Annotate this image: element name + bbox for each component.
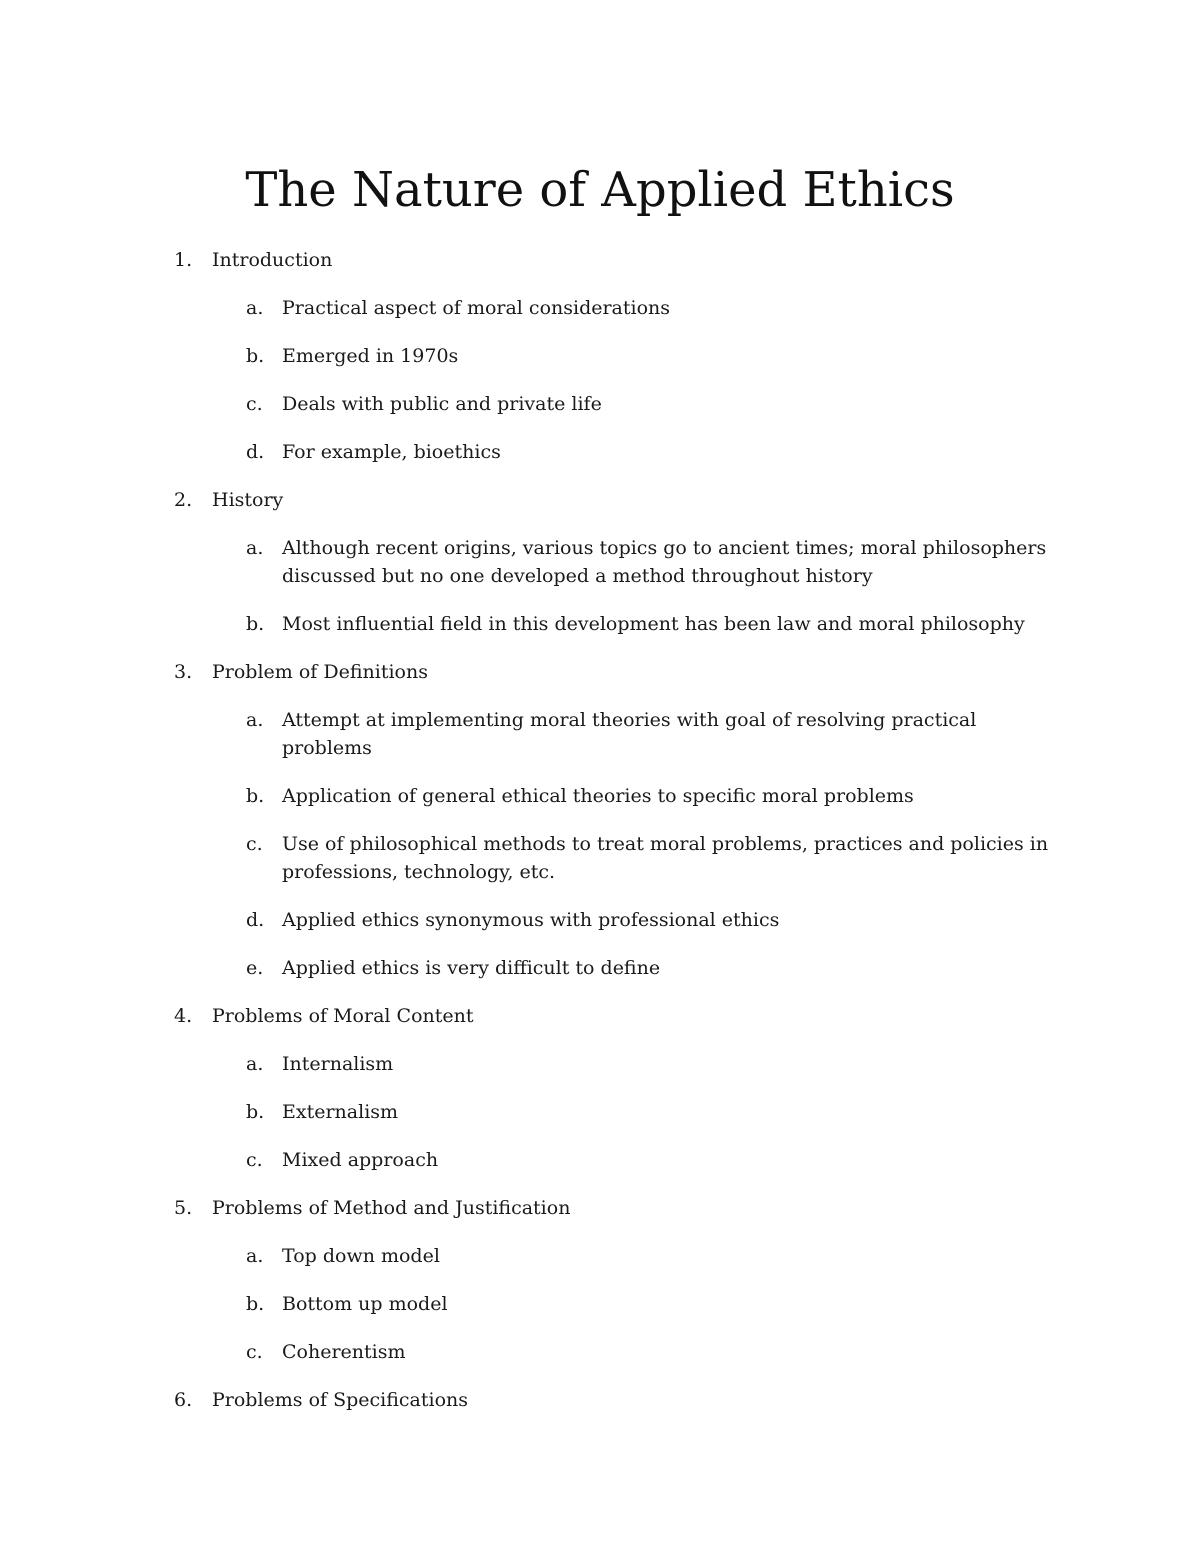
item-letter: b. (246, 1293, 265, 1315)
outline-section (0, 1386, 1200, 1414)
outline-item (0, 1050, 1200, 1078)
item-text: Externalism (282, 1101, 399, 1123)
item-letter: e. (246, 957, 264, 979)
item-text: Emerged in 1970s (282, 345, 459, 367)
document-title: The Nature of Applied Ethics (245, 162, 955, 218)
outline-section (0, 658, 1200, 686)
item-letter: c. (246, 393, 263, 415)
outline-item (0, 1338, 1200, 1366)
item-letter: c. (246, 1149, 263, 1171)
section-heading: Problems of Moral Content (212, 1005, 474, 1027)
section-heading: History (212, 489, 284, 511)
section-number: 5. (174, 1197, 193, 1219)
outline-item (0, 1146, 1200, 1174)
item-text: Attempt at implementing moral theories with goal of resolving practical problems (282, 709, 977, 759)
item-letter: a. (246, 537, 264, 559)
outline-item (0, 954, 1200, 982)
item-letter: b. (246, 1101, 265, 1123)
item-letter: d. (246, 441, 265, 463)
item-letter: d. (246, 909, 265, 931)
outline-item (0, 390, 1200, 418)
item-text: Most influential field in this development has been law and moral philosophy (282, 613, 1025, 635)
item-text: Use of philosophical methods to treat moral problems, practices and policies in professions, technology, etc. (282, 833, 1049, 883)
section-heading: Problems of Specifications (212, 1389, 469, 1411)
item-letter: c. (246, 833, 263, 855)
outline-section (0, 486, 1200, 514)
outline-section (0, 1194, 1200, 1222)
outline-item (0, 830, 1200, 886)
outline-list (0, 246, 1200, 1434)
outline-item (0, 782, 1200, 810)
item-letter: b. (246, 345, 265, 367)
item-text: For example, bioethics (282, 441, 501, 463)
section-number: 6. (174, 1389, 193, 1411)
item-text: Deals with public and private life (282, 393, 602, 415)
item-text: Practical aspect of moral considerations (282, 297, 671, 319)
outline-item (0, 534, 1200, 590)
outline-item (0, 342, 1200, 370)
outline-section (0, 246, 1200, 274)
item-letter: a. (246, 1245, 264, 1267)
outline-item (0, 294, 1200, 322)
item-letter: b. (246, 613, 265, 635)
item-text: Top down model (282, 1245, 440, 1267)
item-text: Applied ethics synonymous with professional ethics (282, 909, 780, 931)
item-letter: c. (246, 1341, 263, 1363)
section-heading: Problem of Definitions (212, 661, 428, 683)
outline-item (0, 1290, 1200, 1318)
item-text: Applied ethics is very difficult to define (282, 957, 661, 979)
item-text: Bottom up model (282, 1293, 448, 1315)
item-text: Coherentism (282, 1341, 406, 1363)
section-number: 3. (174, 661, 193, 683)
item-letter: a. (246, 1053, 264, 1075)
outline-item (0, 1098, 1200, 1126)
outline-section (0, 1002, 1200, 1030)
item-text: Although recent origins, various topics go to ancient times; moral philosophers discussed but no one developed a method throughout history (282, 537, 1047, 587)
section-heading: Introduction (212, 249, 333, 271)
outline-item (0, 438, 1200, 466)
section-number: 4. (174, 1005, 193, 1027)
section-heading: Problems of Method and Justification (212, 1197, 571, 1219)
item-text: Mixed approach (282, 1149, 439, 1171)
item-letter: a. (246, 297, 264, 319)
section-number: 1. (174, 249, 193, 271)
item-text: Internalism (282, 1053, 394, 1075)
item-letter: b. (246, 785, 265, 807)
outline-item (0, 706, 1200, 762)
outline-item (0, 906, 1200, 934)
item-text: Application of general ethical theories to specific moral problems (282, 785, 914, 807)
section-number: 2. (174, 489, 193, 511)
outline-item (0, 1242, 1200, 1270)
item-letter: a. (246, 709, 264, 731)
outline-item (0, 610, 1200, 638)
